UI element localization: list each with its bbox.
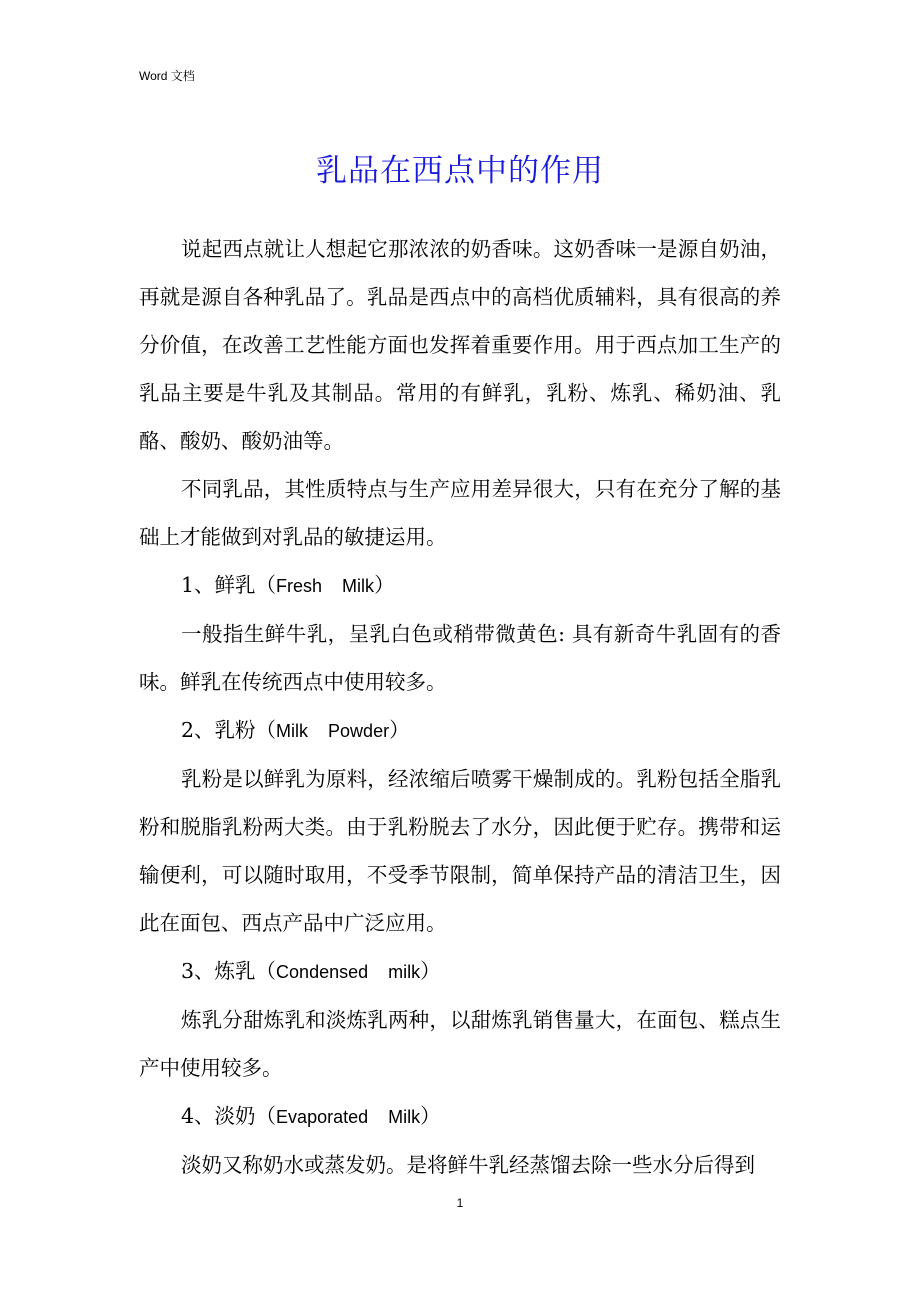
section-heading-close: ） bbox=[389, 718, 410, 742]
document-body bbox=[139, 225, 781, 1189]
section-heading-en: Evaporated Milk bbox=[276, 1107, 421, 1127]
section-heading-cn: 2、乳粉（ bbox=[181, 718, 277, 742]
section-heading-cn: 4、淡奶（ bbox=[181, 1104, 277, 1128]
page-header: Word 文档 bbox=[139, 69, 195, 83]
paragraph-intro: 说起西点就让人想起它那浓浓的奶香味。这奶香味一是源自奶油，再就是源自各种乳品了。乳品是西点中的高档优质辅料，具有很高的养分价值，在改善工艺性能方面也发挥着重要作用。用于西点加工生产的乳品主要是牛乳及其制品。常用的有鲜乳，乳粉、炼乳、稀奶油、乳酪、酸奶、酸奶油等。 bbox=[139, 237, 781, 453]
section-heading-cn: 1、鲜乳（ bbox=[181, 573, 277, 597]
section-heading-milk-powder bbox=[139, 706, 781, 755]
section-heading-close: ） bbox=[420, 959, 441, 983]
section-heading-close: ） bbox=[420, 1104, 441, 1128]
section-heading-en: Milk Powder bbox=[276, 721, 390, 741]
section-heading-evaporated-milk bbox=[139, 1092, 781, 1141]
section-heading-en: Condensed milk bbox=[276, 962, 421, 982]
section-heading-cn: 3、炼乳（ bbox=[181, 959, 277, 983]
page-number: 1 bbox=[456, 1196, 464, 1210]
section-heading-condensed-milk bbox=[139, 947, 781, 996]
paragraph-condensed-milk: 炼乳分甜炼乳和淡炼乳两种，以甜炼乳销售量大，在面包、糕点生产中使用较多。 bbox=[139, 1008, 781, 1080]
document-title: 乳品在西点中的作用 bbox=[316, 153, 604, 189]
section-heading-fresh-milk bbox=[139, 561, 781, 610]
section-heading-close: ） bbox=[374, 573, 395, 597]
paragraph-evaporated-milk: 淡奶又称奶水或蒸发奶。是将鲜牛乳经蒸馏去除一些水分后得到 bbox=[181, 1153, 755, 1177]
paragraph-differences: 不同乳品，其性质特点与生产应用差异很大，只有在充分了解的基础上才能做到对乳品的敏捷运用。 bbox=[139, 477, 781, 549]
paragraph-milk-powder: 乳粉是以鲜乳为原料，经浓缩后喷雾干燥制成的。乳粉包括全脂乳粉和脱脂乳粉两大类。由于乳粉脱去了水分，因此便于贮存。携带和运输便利，可以随时取用，不受季节限制，简单保持产品的清洁卫生，因此在面包、西点产品中广泛应用。 bbox=[139, 767, 781, 935]
section-heading-en: Fresh Milk bbox=[276, 576, 375, 596]
paragraph-fresh-milk: 一般指生鲜牛乳，呈乳白色或稍带微黄色: 具有新奇牛乳固有的香味。鲜乳在传统西点中使用较多。 bbox=[139, 622, 781, 694]
